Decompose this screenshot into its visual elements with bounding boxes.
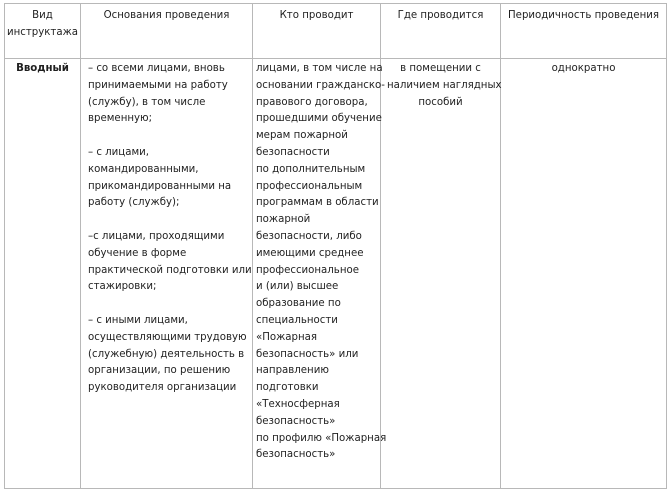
header-periodicity: Периодичность проведения <box>501 4 667 59</box>
cell-who-conducts: лицами, в том числе на основании гражданско- правового договора, прошедшими обучение мерам пожарной безопасности по дополнительным профессиональным программам в области пожарной безопасности, либо имеющими среднее профессиональное и (или) высшее образование по специальности «Пожарная безопасность» или направлению подготовки «Техносферная безопасность» по профилю «Пожарная безопасность» <box>253 59 381 489</box>
header-who-conducts: Кто проводит <box>253 4 381 59</box>
header-basis: Основания проведения <box>81 4 253 59</box>
header-instruction-type: Вид инструктажа <box>5 4 81 59</box>
cell-basis <box>81 59 253 489</box>
instruction-table <box>4 3 667 489</box>
header-where-conducted: Где проводится <box>381 4 501 59</box>
table-header-row <box>5 4 667 59</box>
basis-item: – с лицами, командированными, прикомандированными на работу (службу); <box>88 146 232 209</box>
table-row <box>5 59 667 489</box>
cell-where-conducted: в помещении с наличием наглядных пособий <box>381 59 501 489</box>
cell-periodicity: однократно <box>501 59 667 489</box>
basis-item: – со всеми лицами, вновь принимаемыми на работу (службу), в том числе временную; <box>88 63 228 125</box>
cell-instruction-type: Вводный <box>5 59 81 489</box>
basis-item: – с иными лицами, осуществляющими трудовую (служебную) деятельность в организации, по решению руководителя организации <box>88 314 247 394</box>
basis-item: –с лицами, проходящими обучение в форме практической подготовки или стажировки; <box>88 230 252 293</box>
